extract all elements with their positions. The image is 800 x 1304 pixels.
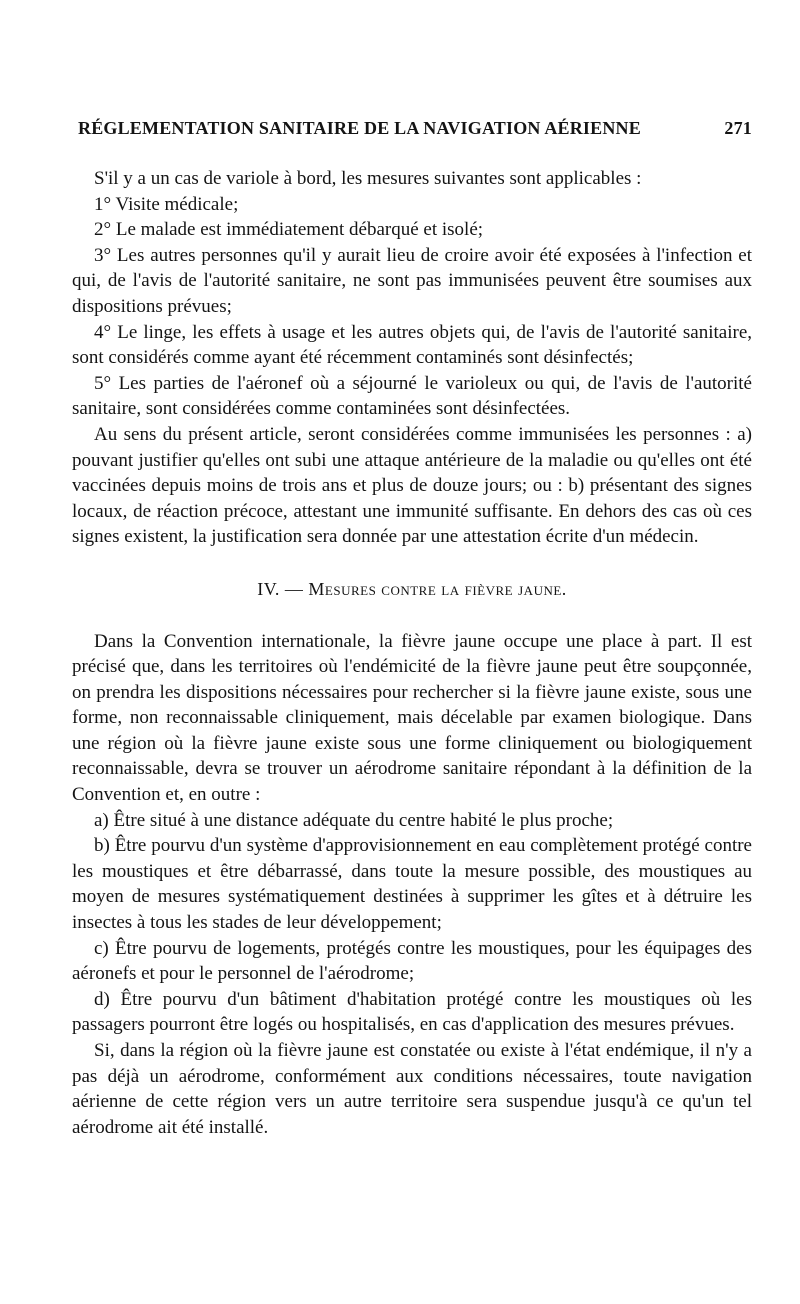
list-item: 5° Les parties de l'aéronef où a séjourné le varioleux ou qui, de l'avis de l'autorité sanitaire, sont considérées comme contaminées sont désinfectées.: [72, 372, 752, 420]
section-number: IV. —: [257, 578, 309, 599]
body-text: [72, 166, 752, 1140]
list-item: 3° Les autres personnes qu'il y aurait lieu de croire avoir été exposées à l'infection et qui, de l'avis de l'autorité sanitaire, ne sont pas immunisées peuvent être soumises aux dispositions prévues;: [72, 244, 752, 317]
section-heading: [72, 577, 752, 603]
paragraph: Si, dans la région où la fièvre jaune est constatée ou existe à l'état endémique, il n'y a pas déjà un aérodrome, conformément aux conditions nécessaires, toute navigation aérienne de cette région vers un autre territoire sera suspendue jusqu'à ce qu'un tel aérodrome ait été installé.: [72, 1040, 752, 1138]
list-item: b) Être pourvu d'un système d'approvisionnement en eau complètement protégé contre les moustiques et être débarrassé, dans toute la mesure possible, des moustiques au moyen de mesures systématiquement destinées à supprimer les gîtes et à détruire les insectes à tous les stades de leur développement;: [72, 835, 752, 934]
paragraph: Au sens du présent article, seront considérées comme immunisées les personnes : a) pouvant justifier qu'elles ont subi une attaque antérieure de la maladie ou qu'elles ont été vaccinées depuis moins de trois ans et plus de douze jours; ou : b) présentant des signes locaux, de réaction précoce, attestant une immunité suffisante. En dehors des cas où ces signes existent, la justification sera donnée par une attestation écrite d'un médecin.: [72, 423, 752, 548]
list-item: 2° Le malade est immédiatement débarqué et isolé;: [94, 219, 484, 241]
list-item: d) Être pourvu d'un bâtiment d'habitation protégé contre les moustiques où les passagers pourront être logés ou hospitalisés, en cas d'application des mesures prévues.: [72, 988, 752, 1036]
list-item: 4° Le linge, les effets à usage et les autres objets qui, de l'avis de l'autorité sanitaire, sont considérés comme ayant été récemment contaminés sont désinfectés;: [72, 321, 752, 369]
header-title: RÉGLEMENTATION SANITAIRE DE LA NAVIGATION AÉRIENNE: [78, 118, 641, 138]
page-number: 271: [724, 118, 752, 138]
section-title: Mesures contre la fièvre jaune.: [308, 578, 567, 599]
list-item: 1° Visite médicale;: [94, 193, 239, 215]
list-item: c) Être pourvu de logements, protégés contre les moustiques, pour les équipages des aéronefs et pour le personnel de l'aérodrome;: [72, 937, 752, 985]
list-item: a) Être situé à une distance adéquate du centre habité le plus proche;: [94, 809, 614, 831]
paragraph: Dans la Convention internationale, la fièvre jaune occupe une place à part. Il est précisé que, dans les territoires où l'endémicité de la fièvre jaune peut être soupçonnée, on prendra les dispositions nécessaires pour rechercher si la fièvre jaune existe, sous une forme, non reconnaissable cliniquement, mais décelable par examen biologique. Dans une région où la fièvre jaune existe sous une forme cliniquement ou biologiquement reconnaissable, devra se trouver un aérodrome sanitaire répondant à la définition de la Convention et, en outre :: [72, 630, 752, 806]
running-header: [78, 118, 752, 146]
paragraph: S'il y a un cas de variole à bord, les mesures suivantes sont applicables :: [94, 168, 642, 189]
